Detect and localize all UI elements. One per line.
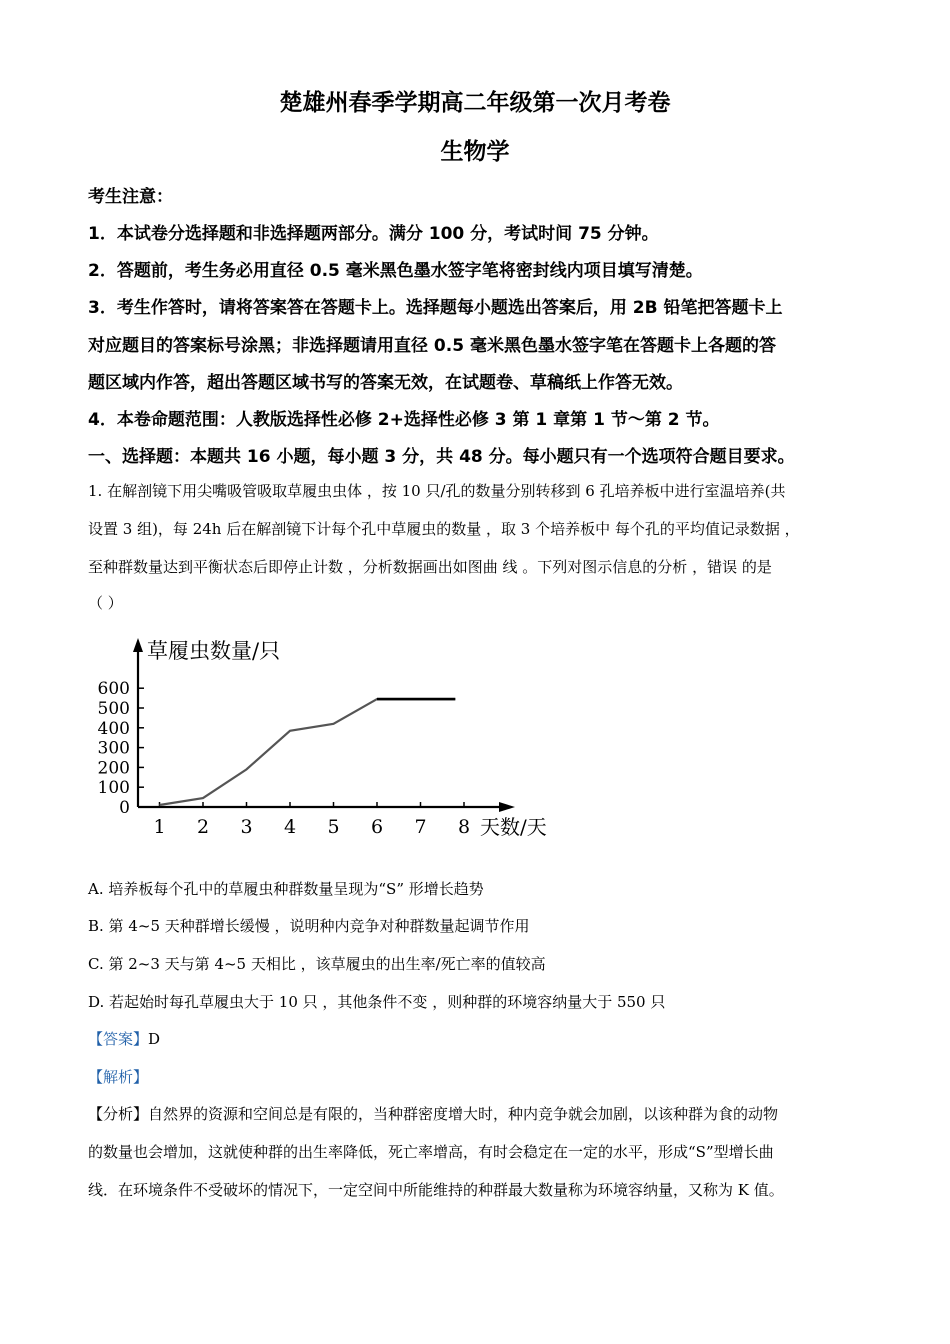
analysis-text: 自然界的资源和空间总是有限的，当种群密度增大时，种内竞争就会加剧，以该种群为食的动物: [148, 1105, 779, 1123]
y-tick-label: 200: [97, 758, 130, 779]
analysis-prefix: 【分析】: [88, 1105, 149, 1123]
notice-item: 对应题目的答案标号涂黑；非选择题请用直径 0.5 毫米黑色墨水签字笔在答题卡上各题的答: [88, 336, 776, 356]
question-text: 设置 3 组)，每 24h 后在解剖镜下计每个孔中草履虫的数量 ，取 3 个培养板中 每个孔的平均值记录数据 ，: [88, 520, 800, 538]
notice-item: 2．答题前，考生务必用直径 0.5 毫米黑色墨水签字笔将密封线内项目填写清楚。: [88, 261, 703, 281]
x-tick-label: 7: [414, 816, 427, 838]
answer-value: D: [148, 1030, 161, 1048]
analysis-line: [88, 1103, 778, 1124]
chart-xlabel: 天数/天: [480, 815, 547, 839]
option-d: D. 若起始时每孔草履虫大于 10 只 ，其他条件不变 ，则种群的环境容纳量大于 550 只: [88, 993, 666, 1011]
exam-subject: 生物学: [440, 139, 510, 165]
x-tick-label: 4: [283, 816, 297, 838]
exam-title: 楚雄州春季学期高二年级第一次月考卷: [279, 90, 671, 116]
notice-item: 1．本试卷分选择题和非选择题两部分。满分 100 分，考试时间 75 分钟。: [88, 224, 659, 244]
option-a: A. 培养板每个孔中的草履虫种群数量呈现为“S” 形增长趋势: [88, 880, 484, 898]
analysis-line: 线．在环境条件不受破坏的情况下，一定空间中所能维持的种群最大数量称为环境容纳量，又称为 K 值。: [88, 1181, 784, 1199]
analysis-line: 的数量也会增加，这就使种群的出生率降低，死亡率增高，有时会稳定在一定的水平，形成“S”型增长曲: [88, 1143, 774, 1161]
notice-heading: 考生注意：: [88, 187, 173, 207]
x-tick-label: 1: [153, 816, 166, 838]
option-c: C. 第 2~3 天与第 4~5 天相比 ，该草履虫的出生率/死亡率的值较高: [88, 955, 546, 973]
answer-line: [88, 1028, 160, 1049]
question-text: 至种群数量达到平衡状态后即停止计数 ，分析数据画出如图曲 线 。下列对图示信息的分析 ，错误 的是: [88, 558, 772, 576]
analysis-tag: 【解析】: [88, 1068, 149, 1086]
x-tick-label: 8: [457, 816, 471, 838]
chart-ylabel: 草履虫数量/只: [147, 639, 281, 663]
y-tick-label: 300: [97, 738, 130, 759]
y-tick-label: 400: [97, 718, 130, 739]
x-tick-label: 6: [370, 816, 384, 838]
y-tick-label: 100: [97, 778, 130, 799]
notice-item: 4．本卷命题范围：人教版选择性必修 2+选择性必修 3 第 1 章第 1 节～第 2 节。: [88, 410, 720, 430]
x-tick-label: 3: [240, 816, 253, 838]
y-tick-label: 500: [97, 699, 130, 719]
y-tick-label: 0: [119, 798, 130, 818]
series-line: [160, 699, 456, 805]
chart-series: [160, 699, 456, 805]
x-axis-arrow: [499, 802, 515, 812]
notice-item: 题区域内作答，超出答题区域书写的答案无效，在试题卷、草稿纸上作答无效。: [88, 373, 683, 393]
chart-ticks: [98, 679, 471, 838]
question-blank: （ ）: [88, 594, 123, 612]
x-tick-label: 5: [327, 816, 340, 838]
option-b: B. 第 4~5 天种群增长缓慢 ，说明种内竞争对种群数量起调节作用: [88, 917, 530, 935]
notice-item: 3．考生作答时，请将答案答在答题卡上。选择题每小题选出答案后，用 2B 铅笔把答题卡上: [88, 298, 783, 318]
answer-tag: 【答案】: [88, 1030, 149, 1048]
section-heading: 一、选择题：本题共 16 小题，每小题 3 分，共 48 分。每小题只有一个选项符合题目要求。: [88, 447, 795, 467]
y-axis-arrow: [133, 638, 143, 652]
question-text: 1. 在解剖镜下用尖嘴吸管吸取草履虫虫体 ，按 10 只/孔的数量分别转移到 6 孔培养板中进行室温培养(共: [88, 482, 786, 500]
x-tick-label: 2: [196, 816, 210, 838]
y-tick-label: 600: [97, 679, 130, 700]
population-chart: [95, 630, 575, 845]
